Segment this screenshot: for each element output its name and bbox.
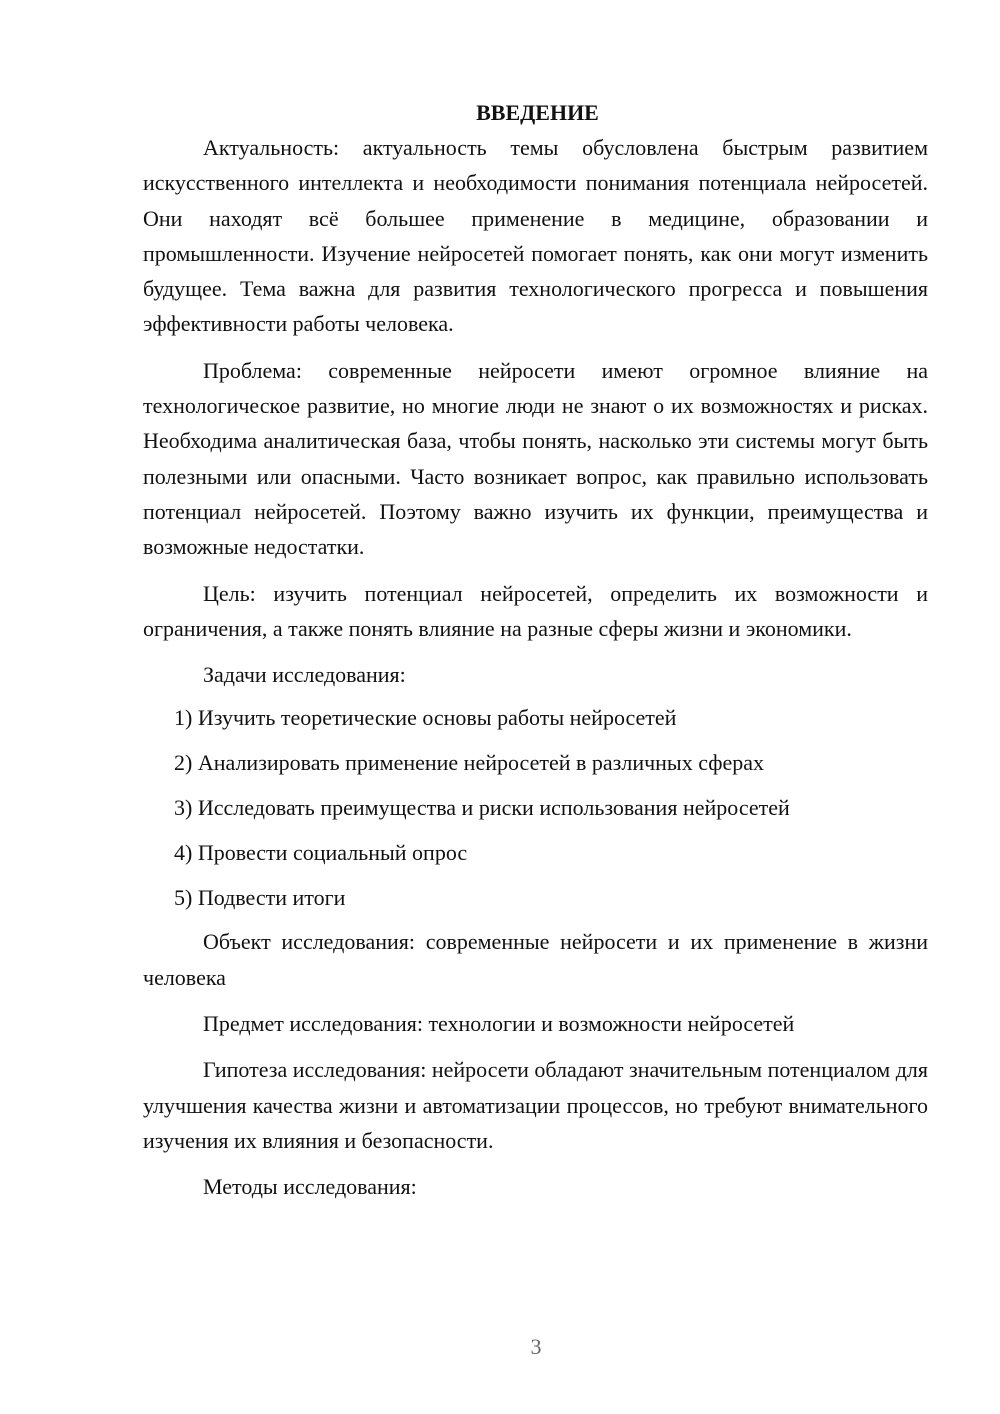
problem-paragraph: Проблема: современные нейросети имеют огромное влияние на технологическое развитие, но многие люди не знают о их возможностях и рисках. Необходима аналитическая база, чтобы понять, насколько эти системы могут быть полезными или опасными. Часто возникает вопрос, как правильно использовать потенциал нейросетей. Поэтому важно изучить их функции, преимущества и возможные недостатки. [143,357,928,560]
task-item: 4) Провести социальный опрос [174,840,468,866]
relevance-paragraph: Актуальность: актуальность темы обусловлена быстрым развитием искусственного интеллекта и необходимости понимания потенциала нейросетей. Они находят всё большее применение в медицине, образовании и промышленности. Изучение нейросетей помогает понять, как они могут изменить будущее. Тема важна для развития технологического прогресса и повышения эффективности работы человека. [143,135,928,337]
object-paragraph: Объект исследования: современные нейросети и их применение в жизни человека [143,929,928,990]
task-item: 2) Анализировать применение нейросетей в различных сферах [174,750,765,776]
page-number: 3 [530,1334,542,1359]
task-item: 3) Исследовать преимущества и риски использования нейросетей [174,795,790,821]
page-content [143,95,928,1205]
methods-heading: Методы исследования: [203,1174,417,1200]
goal-paragraph: Цель: изучить потенциал нейросетей, определить их возможности и ограничения, а также понять влияние на разные сферы жизни и экономики. [143,580,928,641]
task-item: 5) Подвести итоги [174,885,346,911]
task-item: 1) Изучить теоретические основы работы нейросетей [174,705,677,731]
tasks-list [143,700,928,915]
hypothesis-paragraph: Гипотеза исследования: нейросети обладают значительным потенциалом для улучшения качества жизни и автоматизации процессов, но требуют внимательного изучения их влияния и безопасности. [143,1057,928,1153]
tasks-heading: Задачи исследования: [203,662,406,688]
section-title: ВВЕДЕНИЕ [476,100,599,125]
subject-paragraph: Предмет исследования: технологии и возможности нейросетей [203,1011,795,1037]
